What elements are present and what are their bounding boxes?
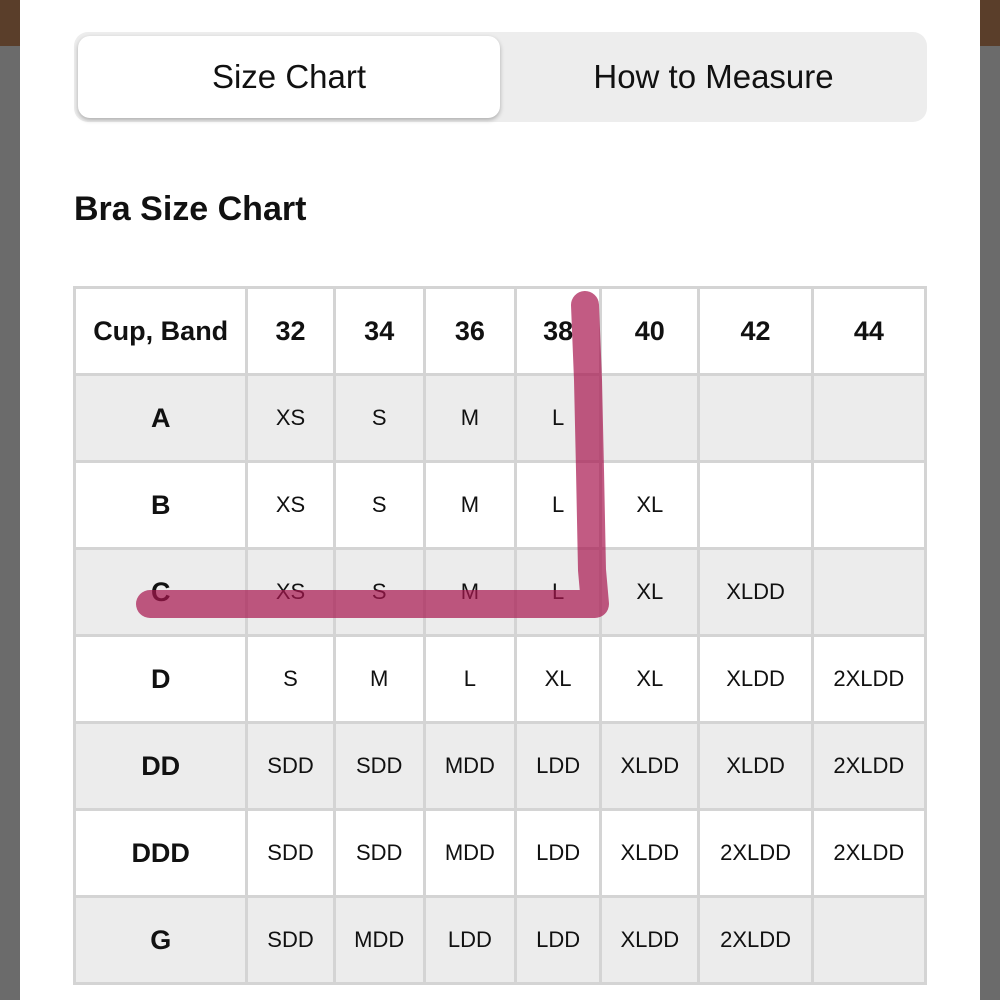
cup-label: DD: [75, 723, 247, 810]
size-cell: [812, 375, 925, 462]
size-cell: L: [516, 375, 601, 462]
size-cell: M: [424, 375, 515, 462]
size-cell: SDD: [247, 810, 334, 897]
size-cell: [812, 897, 925, 984]
size-cell: [601, 375, 699, 462]
cup-label: A: [75, 375, 247, 462]
size-cell: [699, 375, 812, 462]
size-cell: MDD: [424, 723, 515, 810]
cup-label: B: [75, 462, 247, 549]
table-row: [75, 549, 926, 636]
size-cell: XL: [601, 462, 699, 549]
size-cell: L: [424, 636, 515, 723]
header-band-44: 44: [812, 288, 925, 375]
size-cell: LDD: [424, 897, 515, 984]
size-cell: S: [334, 462, 424, 549]
size-cell: SDD: [247, 897, 334, 984]
size-cell: XLDD: [699, 723, 812, 810]
size-cell: M: [424, 462, 515, 549]
page-title: Bra Size Chart: [74, 190, 307, 228]
size-cell: [699, 462, 812, 549]
table-row: [75, 462, 926, 549]
cup-label: C: [75, 549, 247, 636]
size-cell: XL: [601, 636, 699, 723]
size-cell: 2XLDD: [812, 810, 925, 897]
size-cell: S: [334, 549, 424, 636]
cup-label: D: [75, 636, 247, 723]
tab-how-to-measure[interactable]: How to Measure: [593, 58, 834, 95]
size-cell: XLDD: [699, 549, 812, 636]
size-cell: LDD: [516, 723, 601, 810]
header-band-38: 38: [516, 288, 601, 375]
size-table: [73, 286, 927, 985]
table-row: [75, 897, 926, 984]
size-cell: XS: [247, 462, 334, 549]
cup-label: DDD: [75, 810, 247, 897]
cup-label: G: [75, 897, 247, 984]
size-cell: L: [516, 549, 601, 636]
size-cell: S: [247, 636, 334, 723]
header-band-40: 40: [601, 288, 699, 375]
table-row: [75, 636, 926, 723]
size-cell: XS: [247, 375, 334, 462]
size-cell: S: [334, 375, 424, 462]
size-cell: MDD: [334, 897, 424, 984]
size-cell: XLDD: [601, 897, 699, 984]
size-table-wrapper: [73, 286, 927, 985]
size-cell: XLDD: [601, 810, 699, 897]
size-cell: [812, 549, 925, 636]
size-cell: 2XLDD: [812, 723, 925, 810]
size-cell: MDD: [424, 810, 515, 897]
size-cell: SDD: [334, 723, 424, 810]
tab-size-chart[interactable]: Size Chart: [78, 36, 500, 118]
size-cell: XLDD: [601, 723, 699, 810]
table-header-row: [75, 288, 926, 375]
header-band-32: 32: [247, 288, 334, 375]
size-cell: LDD: [516, 810, 601, 897]
header-cup-band: Cup, Band: [75, 288, 247, 375]
header-band-34: 34: [334, 288, 424, 375]
size-cell: 2XLDD: [699, 897, 812, 984]
size-chart-sheet: [20, 0, 980, 1000]
size-cell: M: [424, 549, 515, 636]
header-band-36: 36: [424, 288, 515, 375]
size-cell: XLDD: [699, 636, 812, 723]
size-cell: L: [516, 462, 601, 549]
tab-bar: [74, 32, 927, 122]
header-band-42: 42: [699, 288, 812, 375]
size-cell: 2XLDD: [699, 810, 812, 897]
size-cell: SDD: [334, 810, 424, 897]
size-cell: M: [334, 636, 424, 723]
size-cell: XL: [516, 636, 601, 723]
table-row: [75, 810, 926, 897]
size-cell: [812, 462, 925, 549]
size-cell: XS: [247, 549, 334, 636]
size-cell: SDD: [247, 723, 334, 810]
size-cell: XL: [601, 549, 699, 636]
table-row: [75, 375, 926, 462]
size-cell: LDD: [516, 897, 601, 984]
size-cell: 2XLDD: [812, 636, 925, 723]
table-row: [75, 723, 926, 810]
